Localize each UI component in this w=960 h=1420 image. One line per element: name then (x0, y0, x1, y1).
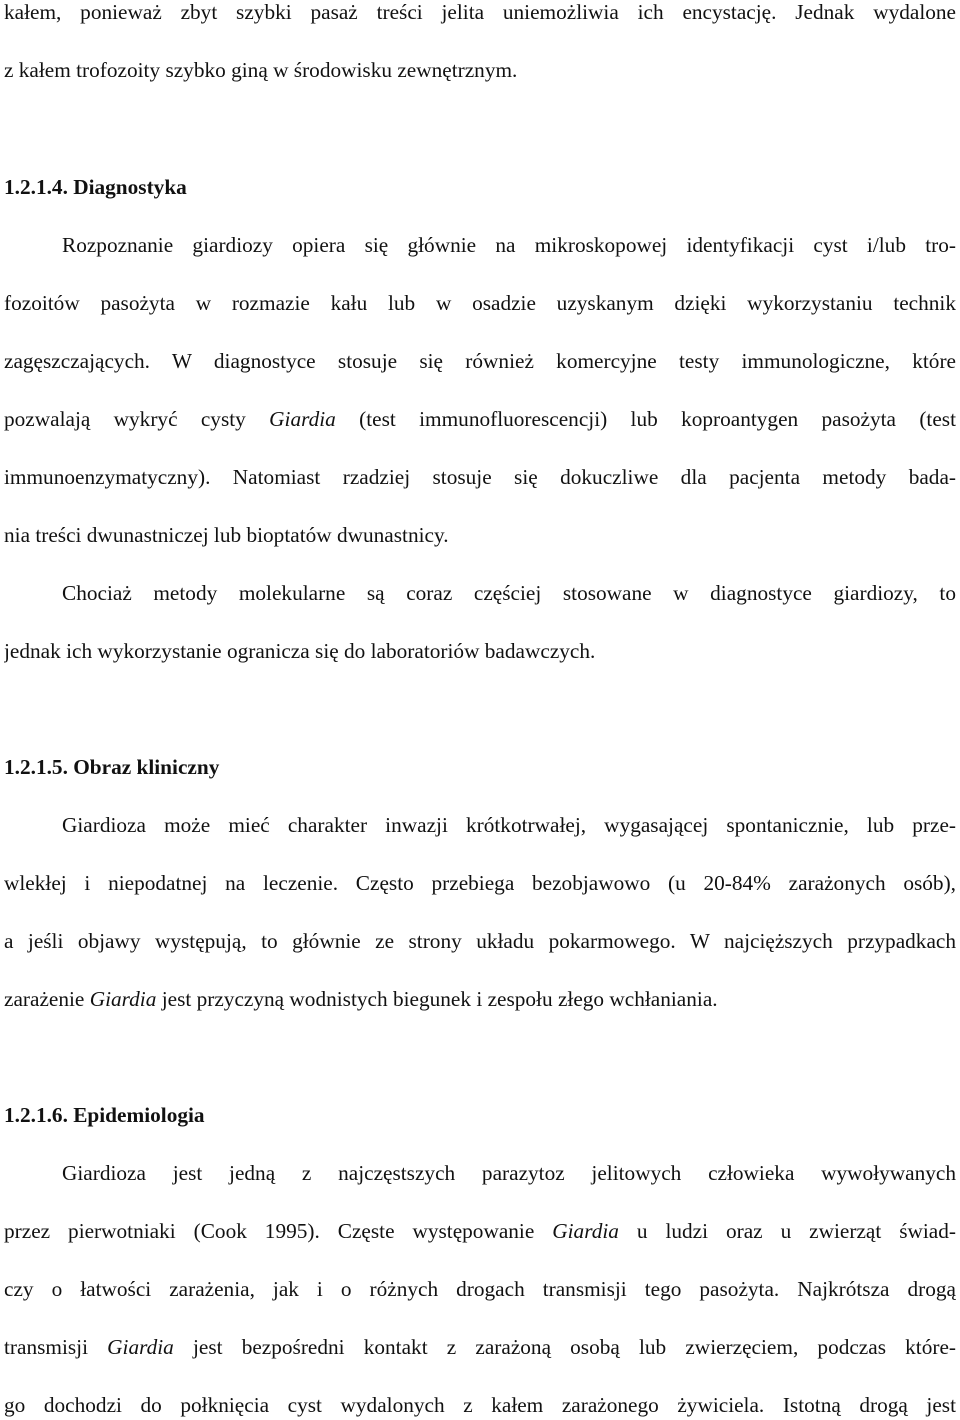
body-text-line: a jeśli objawy występują, to głównie ze strony układu pokarmowego. W najcięższych przypadkach (4, 929, 956, 953)
body-text-line: Rozpoznanie giardiozy opiera się głównie na mikroskopowej identyfikacji cyst i/lub tro- (62, 233, 956, 257)
text-run: u ludzi oraz u zwierząt świad- (618, 1219, 956, 1243)
body-text-line (4, 404, 956, 434)
text-run: przez pierwotniaki (Cook 1995). Częste występowanie (4, 1219, 553, 1243)
text-run: jest bezpośredni kontakt z zarażoną osobą lub zwierzęciem, podczas które- (173, 1335, 956, 1359)
text-run: zarażenie (4, 987, 90, 1011)
body-text-line: Giardioza jest jedną z najczęstszych parazytoz jelitowych człowieka wywoływanych (62, 1161, 956, 1185)
body-text-line: Chociaż metody molekularne są coraz częściej stosowane w diagnostyce giardiozy, to (62, 581, 956, 605)
section-heading-obraz-kliniczny: 1.2.1.5. Obraz kliniczny (4, 755, 220, 779)
body-text-line (4, 1216, 956, 1246)
text-run: transmisji (4, 1335, 108, 1359)
body-text-line: kałem, ponieważ zbyt szybki pasaż treści jelita uniemożliwia ich encystację. Jednak wydalone (4, 0, 956, 24)
body-text-line: jednak ich wykorzystanie ogranicza się do laboratoriów badawczych. (4, 639, 596, 663)
italic-term-giardia: Giardia (89, 987, 157, 1011)
italic-term-giardia: Giardia (269, 407, 336, 431)
body-text-line: immunoenzymatyczny). Natomiast rzadziej stosuje się dokuczliwe dla pacjenta metody bada- (4, 465, 956, 489)
text-run: jest przyczyną wodnistych biegunek i zespołu złego wchłaniania. (156, 987, 718, 1011)
body-text-line: zagęszczających. W diagnostyce stosuje się również komercyjne testy immunologiczne, które (4, 349, 956, 373)
body-text-line: z kałem trofozoity szybko giną w środowisku zewnętrznym. (4, 58, 518, 82)
body-text-line: Giardioza może mieć charakter inwazji krótkotrwałej, wygasającej spontanicznie, lub prze- (62, 813, 956, 837)
italic-term-giardia: Giardia (552, 1219, 619, 1243)
text-run: (test immunofluorescencji) lub koproantygen pasożyta (test (335, 407, 956, 431)
body-text-line (4, 984, 956, 1014)
body-text-line: czy o łatwości zarażenia, jak i o różnych drogach transmisji tego pasożyta. Najkrótsza drogą (4, 1277, 956, 1301)
body-text-line (4, 1332, 956, 1362)
section-heading-diagnostyka: 1.2.1.4. Diagnostyka (4, 175, 187, 199)
body-text-line: nia treści dwunastniczej lub bioptatów dwunastnicy. (4, 523, 449, 547)
text-run: pozwalają wykryć cysty (4, 407, 270, 431)
body-text-line: fozoitów pasożyta w rozmazie kału lub w osadzie uzyskanym dzięki wykorzystaniu technik (4, 291, 956, 315)
body-text-line: go dochodzi do połknięcia cyst wydalonych z kałem zarażonego żywiciela. Istotną drogą jest (4, 1393, 956, 1417)
italic-term-giardia: Giardia (107, 1335, 174, 1359)
section-heading-epidemiologia: 1.2.1.6. Epidemiologia (4, 1103, 205, 1127)
body-text-line: wlekłej i niepodatnej na leczenie. Często przebiega bezobjawowo (u 20-84% zarażonych osób), (4, 871, 956, 895)
